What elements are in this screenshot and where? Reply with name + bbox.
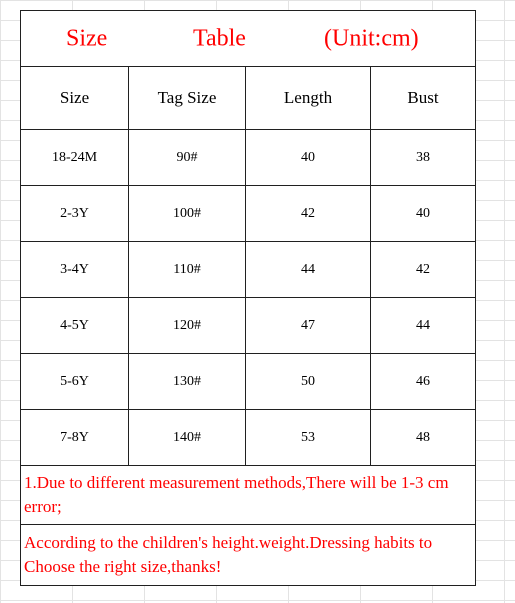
cell-length: 44 — [246, 242, 371, 298]
note-choose-size: According to the children's height.weight.Dressing habits to Choose the right size,thanks! — [21, 525, 476, 586]
cell-length: 50 — [246, 354, 371, 410]
title-unit: (Unit:cm) — [324, 25, 419, 51]
cell-bust: 44 — [371, 298, 476, 354]
cell-bust: 48 — [371, 410, 476, 466]
header-tag-size: Tag Size — [129, 67, 246, 130]
size-table — [20, 10, 476, 586]
table-row — [21, 242, 476, 298]
header-size: Size — [21, 67, 129, 130]
cell-size: 2-3Y — [21, 186, 129, 242]
header-row — [21, 67, 476, 130]
cell-length: 42 — [246, 186, 371, 242]
cell-length: 40 — [246, 130, 371, 186]
table-row — [21, 354, 476, 410]
cell-bust: 42 — [371, 242, 476, 298]
cell-bust: 38 — [371, 130, 476, 186]
note-row-choose-size — [21, 525, 476, 586]
cell-tag-size: 130# — [129, 354, 246, 410]
cell-size: 5-6Y — [21, 354, 129, 410]
cell-tag-size: 120# — [129, 298, 246, 354]
table-row — [21, 186, 476, 242]
table-row — [21, 130, 476, 186]
size-table-sheet — [20, 10, 475, 582]
note-row-measurement — [21, 466, 476, 525]
header-length: Length — [246, 67, 371, 130]
note-measurement-error: 1.Due to different measurement methods,There will be 1-3 cm error; — [21, 466, 476, 525]
title-row — [21, 11, 476, 67]
cell-size: 7-8Y — [21, 410, 129, 466]
cell-tag-size: 100# — [129, 186, 246, 242]
title-word-table: Table — [193, 25, 246, 51]
header-bust: Bust — [371, 67, 476, 130]
title-word-size: Size — [66, 25, 108, 51]
cell-size: 4-5Y — [21, 298, 129, 354]
cell-length: 47 — [246, 298, 371, 354]
table-row — [21, 410, 476, 466]
cell-length: 53 — [246, 410, 371, 466]
cell-bust: 40 — [371, 186, 476, 242]
table-row — [21, 298, 476, 354]
cell-bust: 46 — [371, 354, 476, 410]
cell-size: 18-24M — [21, 130, 129, 186]
table-title — [21, 11, 476, 67]
cell-tag-size: 140# — [129, 410, 246, 466]
cell-size: 3-4Y — [21, 242, 129, 298]
cell-tag-size: 90# — [129, 130, 246, 186]
cell-tag-size: 110# — [129, 242, 246, 298]
